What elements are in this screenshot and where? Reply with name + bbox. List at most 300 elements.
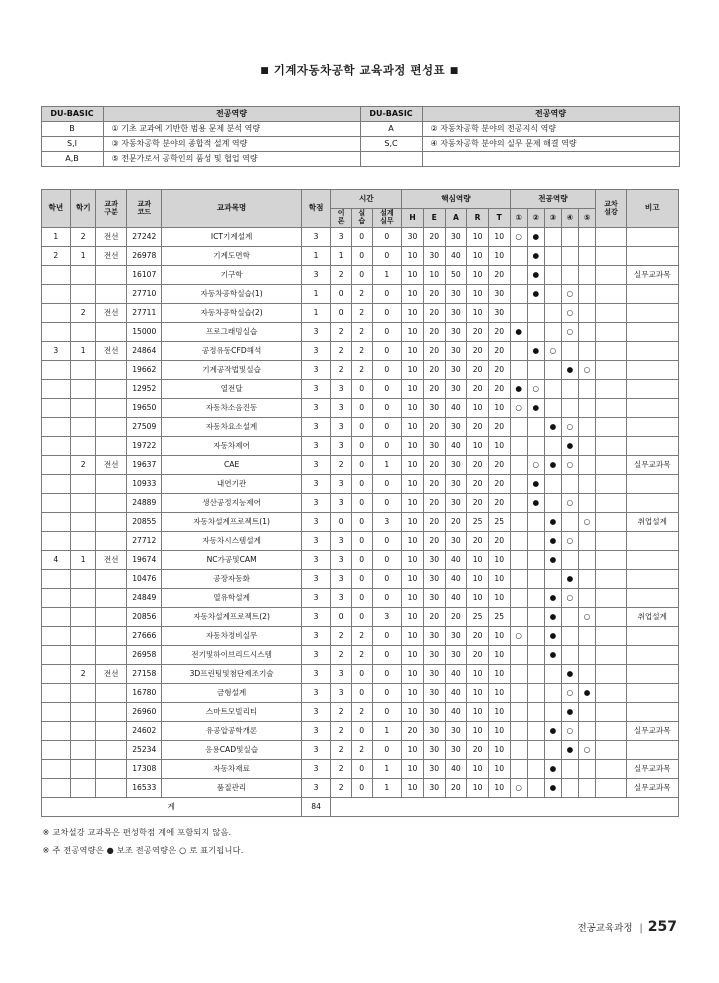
cell-major-4 <box>561 228 578 247</box>
cell-credit: 3 <box>301 456 331 475</box>
cell-division <box>96 513 127 532</box>
cell-practice: 2 <box>351 304 372 323</box>
cell-core-r: 10 <box>467 760 489 779</box>
cell-core-t: 20 <box>488 266 510 285</box>
cell-division <box>96 266 127 285</box>
cell-theory: 2 <box>331 741 352 760</box>
cell-subject: 자동차제어 <box>162 437 301 456</box>
competency-desc: ① 기초 교과에 기반한 범용 문제 분석 역량 <box>103 122 360 137</box>
cell-core-r: 20 <box>467 494 489 513</box>
cell-semester <box>71 323 96 342</box>
cell-core-e: 30 <box>423 399 445 418</box>
table-row <box>41 513 678 532</box>
cell-division <box>96 399 127 418</box>
cell-major-3: ● <box>544 760 561 779</box>
cell-semester: 2 <box>71 304 96 323</box>
cell-major-4 <box>561 608 578 627</box>
col-credit: 학점 <box>301 190 331 228</box>
cell-core-a: 30 <box>445 456 467 475</box>
cell-core-e: 30 <box>423 570 445 589</box>
cell-subject: 생산공정지능제어 <box>162 494 301 513</box>
cell-theory: 2 <box>331 646 352 665</box>
cell-division <box>96 323 127 342</box>
cell-core-e: 20 <box>423 513 445 532</box>
cell-major-3 <box>544 703 561 722</box>
cell-semester <box>71 684 96 703</box>
cell-code: 26958 <box>127 646 162 665</box>
col-cross-open: 교차 설강 <box>596 190 627 228</box>
cell-practice: 0 <box>351 684 372 703</box>
cell-design-practice: 1 <box>372 779 402 798</box>
cell-remark <box>626 437 678 456</box>
table-row <box>41 137 679 152</box>
cell-credit: 3 <box>301 627 331 646</box>
cell-subject: 기계도면학 <box>162 247 301 266</box>
du-basic-code: S,I <box>41 137 103 152</box>
cell-remark: 실무교과목 <box>626 779 678 798</box>
cell-theory: 3 <box>331 475 352 494</box>
cell-core-a: 40 <box>445 760 467 779</box>
cell-major-3: ● <box>544 532 561 551</box>
cell-core-h: 10 <box>402 589 424 608</box>
du-basic-code: S,C <box>360 137 422 152</box>
cell-major-5 <box>579 570 596 589</box>
cell-code: 27666 <box>127 627 162 646</box>
cell-major-4 <box>561 475 578 494</box>
cell-code: 19662 <box>127 361 162 380</box>
cell-design-practice: 0 <box>372 532 402 551</box>
cell-core-r: 10 <box>467 304 489 323</box>
cell-major-1: ○ <box>510 779 527 798</box>
cell-major-5 <box>579 285 596 304</box>
cell-cross-open <box>596 665 627 684</box>
cell-core-h: 10 <box>402 304 424 323</box>
cell-year <box>41 665 71 684</box>
cell-division: 전선 <box>96 665 127 684</box>
cell-core-r: 10 <box>467 589 489 608</box>
cell-core-e: 20 <box>423 380 445 399</box>
cell-semester <box>71 399 96 418</box>
competency-desc: ④ 자동차공학 분야의 실무 문제 해결 역량 <box>422 137 679 152</box>
cell-division <box>96 722 127 741</box>
table-row <box>41 646 678 665</box>
cell-remark <box>626 475 678 494</box>
title-mark-left: ■ <box>260 66 270 76</box>
cell-major-2 <box>527 589 544 608</box>
cell-year <box>41 570 71 589</box>
cell-practice: 0 <box>351 722 372 741</box>
cell-major-5 <box>579 399 596 418</box>
cell-core-r: 10 <box>467 779 489 798</box>
cell-cross-open <box>596 589 627 608</box>
table-row <box>41 684 678 703</box>
cell-remark <box>626 304 678 323</box>
cell-core-a: 30 <box>445 494 467 513</box>
cell-core-e: 30 <box>423 665 445 684</box>
cell-major-2: ● <box>527 475 544 494</box>
cell-core-e: 20 <box>423 418 445 437</box>
cell-practice: 0 <box>351 589 372 608</box>
col-semester: 학기 <box>71 190 96 228</box>
cell-design-practice: 0 <box>372 589 402 608</box>
cell-credit: 3 <box>301 570 331 589</box>
col-core-group: 핵심역량 <box>402 190 510 209</box>
title-text: 기계자동차공학 교육과정 편성표 <box>273 63 446 77</box>
cell-major-4 <box>561 760 578 779</box>
cell-core-t: 10 <box>488 779 510 798</box>
cell-major-2 <box>527 684 544 703</box>
cell-year <box>41 608 71 627</box>
cell-core-r: 10 <box>467 228 489 247</box>
cell-theory: 3 <box>331 399 352 418</box>
cell-semester <box>71 779 96 798</box>
cell-subject: ICT기계설계 <box>162 228 301 247</box>
cell-core-t: 10 <box>488 741 510 760</box>
cell-credit: 1 <box>301 304 331 323</box>
cell-major-5 <box>579 475 596 494</box>
cell-remark <box>626 684 678 703</box>
cell-practice: 0 <box>351 228 372 247</box>
cell-cross-open <box>596 228 627 247</box>
table-header-row-1 <box>41 190 678 209</box>
cell-subject: 자동차재료 <box>162 760 301 779</box>
cell-major-2: ● <box>527 494 544 513</box>
cell-core-r: 20 <box>467 342 489 361</box>
cell-semester <box>71 418 96 437</box>
cell-theory: 2 <box>331 627 352 646</box>
cell-cross-open <box>596 285 627 304</box>
cell-code: 27242 <box>127 228 162 247</box>
cell-major-4: ● <box>561 703 578 722</box>
col-major-group: 전공역량 <box>510 190 596 209</box>
col-major-1: ① <box>510 209 527 228</box>
cell-major-4 <box>561 646 578 665</box>
cell-cross-open <box>596 703 627 722</box>
cell-subject: 열전달 <box>162 380 301 399</box>
col-code: 교과 코드 <box>127 190 162 228</box>
col-core-t: T <box>488 209 510 228</box>
cell-core-t: 20 <box>488 323 510 342</box>
cell-major-3 <box>544 323 561 342</box>
cell-theory: 0 <box>331 304 352 323</box>
cell-practice: 2 <box>351 627 372 646</box>
cell-major-5 <box>579 722 596 741</box>
cell-major-1 <box>510 722 527 741</box>
cell-core-h: 10 <box>402 570 424 589</box>
cell-major-2 <box>527 551 544 570</box>
cell-design-practice: 0 <box>372 228 402 247</box>
cell-major-2 <box>527 437 544 456</box>
cell-major-2 <box>527 608 544 627</box>
cell-year: 4 <box>41 551 71 570</box>
sum-total-credit: 84 <box>301 798 331 817</box>
cell-core-e: 30 <box>423 646 445 665</box>
cell-subject: 자동차요소설계 <box>162 418 301 437</box>
cell-core-e: 20 <box>423 608 445 627</box>
cell-year: 2 <box>41 247 71 266</box>
cell-core-r: 10 <box>467 684 489 703</box>
cell-major-4: ● <box>561 741 578 760</box>
cell-year <box>41 399 71 418</box>
cell-core-r: 20 <box>467 627 489 646</box>
cell-core-e: 20 <box>423 361 445 380</box>
cell-major-1: ○ <box>510 627 527 646</box>
cell-major-1 <box>510 418 527 437</box>
cell-core-a: 40 <box>445 551 467 570</box>
cell-year <box>41 684 71 703</box>
cell-major-4 <box>561 380 578 399</box>
cell-remark <box>626 494 678 513</box>
col-core-h: H <box>402 209 424 228</box>
cell-core-a: 30 <box>445 722 467 741</box>
cell-semester: 2 <box>71 228 96 247</box>
cell-major-3 <box>544 304 561 323</box>
cell-core-r: 10 <box>467 703 489 722</box>
cell-major-2 <box>527 722 544 741</box>
cell-subject: 공정유동CFD해석 <box>162 342 301 361</box>
cell-year <box>41 646 71 665</box>
cell-major-5: ○ <box>579 361 596 380</box>
cell-credit: 3 <box>301 361 331 380</box>
cell-core-a: 30 <box>445 418 467 437</box>
cell-practice: 0 <box>351 779 372 798</box>
cell-major-2 <box>527 361 544 380</box>
cell-core-e: 30 <box>423 589 445 608</box>
cell-core-t: 10 <box>488 247 510 266</box>
footer-bar: | <box>639 923 643 934</box>
competency-desc: ⑤ 전문가로서 공학인의 품성 및 협업 역량 <box>103 152 360 167</box>
cell-practice: 0 <box>351 456 372 475</box>
cell-design-practice: 3 <box>372 513 402 532</box>
cell-cross-open <box>596 266 627 285</box>
cell-design-practice: 0 <box>372 380 402 399</box>
cell-core-t: 20 <box>488 532 510 551</box>
cell-core-h: 10 <box>402 266 424 285</box>
cell-design-practice: 0 <box>372 437 402 456</box>
cell-subject: 자동차설계프로젝트(2) <box>162 608 301 627</box>
cell-core-t: 10 <box>488 570 510 589</box>
cell-major-2 <box>527 703 544 722</box>
cell-remark: 실무교과목 <box>626 722 678 741</box>
cell-year <box>41 418 71 437</box>
table-row <box>41 551 678 570</box>
cell-remark: 실무교과목 <box>626 760 678 779</box>
cell-core-h: 10 <box>402 323 424 342</box>
cell-division <box>96 437 127 456</box>
cell-major-2 <box>527 304 544 323</box>
cell-remark: 취업설계 <box>626 513 678 532</box>
cell-remark <box>626 551 678 570</box>
cell-practice: 0 <box>351 266 372 285</box>
cell-practice: 0 <box>351 494 372 513</box>
cell-division <box>96 684 127 703</box>
cell-major-4: ○ <box>561 589 578 608</box>
cell-core-h: 10 <box>402 665 424 684</box>
cell-core-r: 20 <box>467 456 489 475</box>
cell-major-5 <box>579 627 596 646</box>
cell-theory: 3 <box>331 684 352 703</box>
cell-core-r: 20 <box>467 361 489 380</box>
cell-major-3: ● <box>544 779 561 798</box>
cell-core-e: 30 <box>423 779 445 798</box>
cell-semester <box>71 722 96 741</box>
cell-division <box>96 608 127 627</box>
cell-major-4 <box>561 627 578 646</box>
cell-core-t: 20 <box>488 361 510 380</box>
cell-major-1 <box>510 532 527 551</box>
cell-major-1: ○ <box>510 228 527 247</box>
cell-credit: 1 <box>301 247 331 266</box>
cell-core-r: 25 <box>467 513 489 532</box>
cell-major-1: ● <box>510 323 527 342</box>
cell-major-4 <box>561 247 578 266</box>
cell-design-practice: 0 <box>372 741 402 760</box>
cell-core-h: 10 <box>402 684 424 703</box>
cell-remark <box>626 399 678 418</box>
cell-major-5 <box>579 228 596 247</box>
cell-core-r: 20 <box>467 323 489 342</box>
cell-subject: 자동차공학실습(1) <box>162 285 301 304</box>
cell-subject: 공장자동화 <box>162 570 301 589</box>
cell-division: 전선 <box>96 228 127 247</box>
cell-major-3 <box>544 247 561 266</box>
cell-remark <box>626 228 678 247</box>
cell-theory: 3 <box>331 418 352 437</box>
cell-major-1 <box>510 589 527 608</box>
cell-subject: 품질관리 <box>162 779 301 798</box>
cell-core-t: 30 <box>488 304 510 323</box>
cell-core-e: 20 <box>423 285 445 304</box>
cell-credit: 3 <box>301 494 331 513</box>
cell-design-practice: 0 <box>372 570 402 589</box>
cell-credit: 3 <box>301 589 331 608</box>
cell-major-2 <box>527 418 544 437</box>
col-major-2: ② <box>527 209 544 228</box>
cell-cross-open <box>596 722 627 741</box>
col-time-group: 시간 <box>331 190 402 209</box>
cell-major-3: ● <box>544 722 561 741</box>
cell-practice: 0 <box>351 437 372 456</box>
table-row <box>41 437 678 456</box>
table-row <box>41 589 678 608</box>
cell-core-a: 50 <box>445 266 467 285</box>
cell-cross-open <box>596 608 627 627</box>
cell-major-1 <box>510 456 527 475</box>
cell-major-1 <box>510 342 527 361</box>
cell-code: 16780 <box>127 684 162 703</box>
cell-major-4 <box>561 513 578 532</box>
cell-cross-open <box>596 627 627 646</box>
cell-major-5 <box>579 760 596 779</box>
cell-division: 전선 <box>96 456 127 475</box>
cell-semester <box>71 570 96 589</box>
cell-major-4: ○ <box>561 684 578 703</box>
sum-empty <box>331 798 678 817</box>
table-row <box>41 304 678 323</box>
col-major-4: ④ <box>561 209 578 228</box>
cell-major-4: ○ <box>561 323 578 342</box>
cell-semester <box>71 494 96 513</box>
cell-core-e: 20 <box>423 304 445 323</box>
du-basic-code: A <box>360 122 422 137</box>
cell-theory: 3 <box>331 589 352 608</box>
cell-design-practice: 0 <box>372 703 402 722</box>
competency-desc-empty <box>422 152 679 167</box>
col-major-5: ⑤ <box>579 209 596 228</box>
cell-core-e: 20 <box>423 532 445 551</box>
notes-block <box>41 827 679 856</box>
cell-major-3 <box>544 475 561 494</box>
cell-cross-open <box>596 779 627 798</box>
cell-core-r: 10 <box>467 285 489 304</box>
cell-design-practice: 0 <box>372 684 402 703</box>
cell-subject: CAE <box>162 456 301 475</box>
table-row <box>41 627 678 646</box>
table-row <box>41 380 678 399</box>
cell-core-a: 30 <box>445 323 467 342</box>
cell-credit: 3 <box>301 741 331 760</box>
cell-code: 26978 <box>127 247 162 266</box>
cell-remark <box>626 285 678 304</box>
cell-theory: 0 <box>331 513 352 532</box>
cell-core-t: 10 <box>488 722 510 741</box>
cell-major-1 <box>510 646 527 665</box>
table-row <box>41 494 678 513</box>
cell-theory: 3 <box>331 570 352 589</box>
page-title <box>0 62 719 78</box>
cell-core-t: 10 <box>488 665 510 684</box>
cell-subject: 유공압공학개론 <box>162 722 301 741</box>
col-core-a: A <box>445 209 467 228</box>
cell-credit: 3 <box>301 646 331 665</box>
du-basic-table <box>41 106 680 167</box>
cell-core-t: 20 <box>488 418 510 437</box>
cell-practice: 0 <box>351 399 372 418</box>
cell-major-1 <box>510 760 527 779</box>
cell-core-e: 30 <box>423 703 445 722</box>
cell-credit: 3 <box>301 684 331 703</box>
cell-major-1 <box>510 741 527 760</box>
cell-major-5 <box>579 266 596 285</box>
du-basic-code-empty <box>360 152 422 167</box>
cell-major-2 <box>527 570 544 589</box>
cell-core-h: 10 <box>402 380 424 399</box>
cell-core-h: 10 <box>402 399 424 418</box>
cell-core-r: 10 <box>467 722 489 741</box>
cell-credit: 3 <box>301 399 331 418</box>
cell-core-r: 10 <box>467 247 489 266</box>
cell-cross-open <box>596 456 627 475</box>
cell-code: 19637 <box>127 456 162 475</box>
cell-remark <box>626 361 678 380</box>
note-1: ※ 교차설강 교과목은 편성학점 계에 포함되지 않음. <box>42 827 232 837</box>
cell-remark <box>626 703 678 722</box>
cell-core-e: 30 <box>423 551 445 570</box>
note-2: ※ 주 전공역량은 ● 보조 전공역량은 ○ 로 표기됩니다. <box>42 845 244 855</box>
cell-semester <box>71 703 96 722</box>
col-remark: 비고 <box>626 190 678 228</box>
cell-code: 16107 <box>127 266 162 285</box>
cell-credit: 3 <box>301 266 331 285</box>
cell-subject: 내연기관 <box>162 475 301 494</box>
cell-cross-open <box>596 418 627 437</box>
cell-code: 19650 <box>127 399 162 418</box>
cell-cross-open <box>596 437 627 456</box>
table-row <box>41 722 678 741</box>
col-core-e: E <box>423 209 445 228</box>
cell-subject: 자동차시스템설계 <box>162 532 301 551</box>
sum-label: 계 <box>41 798 301 817</box>
